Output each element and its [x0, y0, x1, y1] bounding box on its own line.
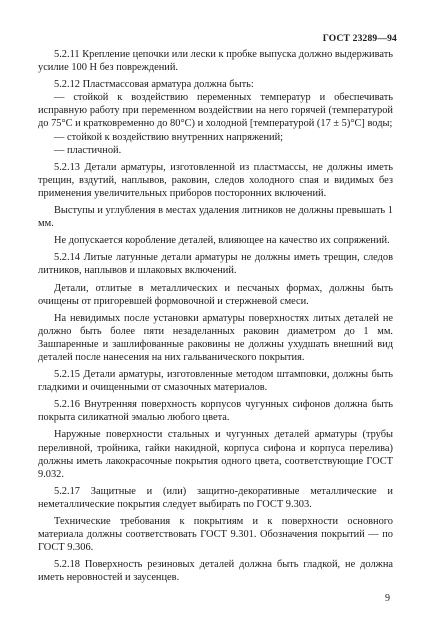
- paragraph: На невидимых после установки арматуры поверхностях литых деталей не должно быть более пяти незаделанных раковин диаметром до 1 мм. Зашпаренные и зашлифованные раковины не должны ухудшать внешний вид деталей после нанесения на них гальванического покрытия.: [38, 312, 393, 363]
- paragraph-5-2-13: 5.2.13 Детали арматуры, изготовленной из пластмассы, не должны иметь трещин, вздутий, наплывов, раковин, следов холодного спая и видимых без применения увеличительных приборов посторонних включений.: [38, 161, 393, 199]
- page-number: 9: [385, 593, 390, 604]
- paragraph-5-2-16: 5.2.16 Внутренняя поверхность корпусов чугунных сифонов должна быть покрыта силикатной эмалью любого цвета.: [38, 399, 393, 424]
- paragraph-5-2-12: 5.2.12 Пластмассовая арматура должна быть:: [54, 79, 254, 91]
- document-body: [38, 48, 393, 588]
- standard-header: ГОСТ 23289—94: [322, 34, 397, 44]
- paragraph-5-2-14: 5.2.14 Литые латунные детали арматуры не должны иметь трещин, следов литников, наплывов и шлаковых включений.: [38, 252, 393, 277]
- list-item: — пластичной.: [54, 144, 122, 156]
- paragraph-5-2-17: 5.2.17 Защитные и (или) защитно-декоративные металлические и неметаллические покрытия следует выбирать по ГОСТ 9.303.: [38, 485, 393, 510]
- paragraph-5-2-11: 5.2.11 Крепление цепочки или лески к пробке выпуска должно выдерживать усилие 100 Н без повреждений.: [38, 49, 393, 74]
- paragraph: Выступы и углубления в местах удаления литников не должны превышать 1 мм.: [38, 205, 393, 230]
- list-item: — стойкой к воздействию внутренних напряжений;: [54, 131, 284, 143]
- paragraph: Не допускается коробление деталей, влияющее на качество их сопряжений.: [54, 235, 390, 247]
- paragraph: Детали, отлитые в металлических и песчаных формах, должны быть очищены от пригоревшей формовочной и стержневой смеси.: [38, 282, 393, 307]
- paragraph: Технические требования к покрытиям и к поверхности основного материала должны соответствовать ГОСТ 9.301. Обозначения покрытий — по ГОСТ 9.306.: [38, 516, 393, 554]
- paragraph-5-2-15: 5.2.15 Детали арматуры, изготовленные методом штамповки, должны быть гладкими и очищенными от смазочных материалов.: [38, 369, 393, 394]
- paragraph-5-2-18: 5.2.18 Поверхность резиновых деталей должна быть гладкой, не должна иметь неровностей и заусенцев.: [38, 559, 393, 584]
- paragraph: Наружные поверхности стальных и чугунных деталей арматуры (трубы переливной, тройника, гайки накидной, корпуса сифона и корпуса перелива) должны иметь лакокрасочные покрытия одного цвета, соответствующие ГОСТ 9.032.: [38, 429, 393, 480]
- list-item: — стойкой к воздействию переменных температур и обеспечивать исправную работу при переменном воздействии на него горячей (температурой до 75°С и кратковременно до 80°С) и холодной [температурой (17 ± 5)°С] воды;: [38, 92, 393, 130]
